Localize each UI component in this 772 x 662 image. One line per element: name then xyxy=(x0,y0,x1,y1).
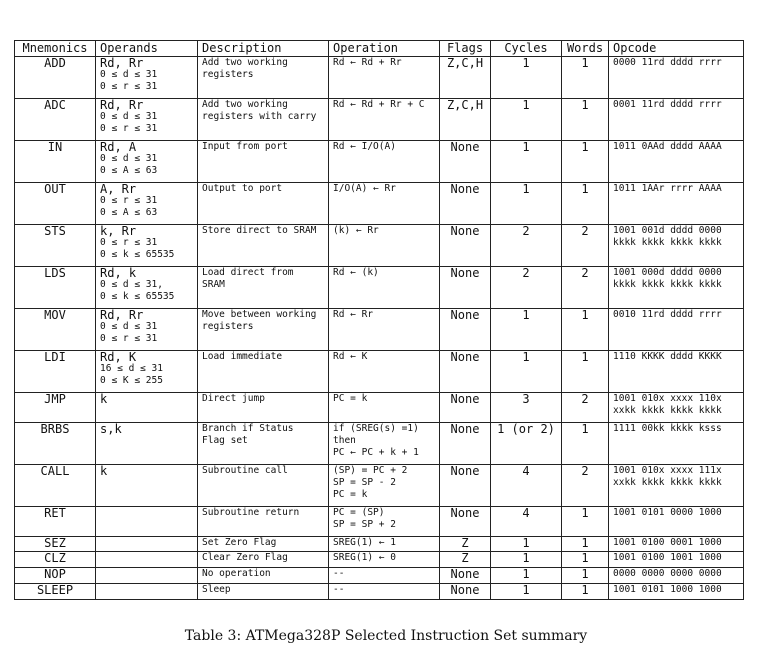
description-line: Sleep xyxy=(202,584,231,595)
operation-line: Rd ← K xyxy=(333,351,368,362)
flags-cell: Z,C,H xyxy=(440,99,491,141)
table-row xyxy=(15,309,744,351)
operands-line: 0 ≤ d ≤ 31 xyxy=(100,111,158,122)
operands-line: 0 ≤ d ≤ 31 xyxy=(100,321,158,332)
opcode-cell xyxy=(609,568,744,584)
cycles-cell: 1 xyxy=(491,568,562,584)
description-cell xyxy=(198,465,329,507)
cycles-cell: 1 xyxy=(491,99,562,141)
header-operation: Operation xyxy=(329,41,440,57)
description-line: Set Zero Flag xyxy=(202,537,277,548)
operands-cell xyxy=(96,537,198,552)
operands-line: 0 ≤ r ≤ 31 xyxy=(100,195,158,206)
operation-cell xyxy=(329,99,440,141)
header-flags: Flags xyxy=(440,41,491,57)
mnemonic-cell: ADC xyxy=(15,99,96,141)
words-cell: 1 xyxy=(562,537,609,552)
operation-line: Rd ← I/O(A) xyxy=(333,141,396,152)
table-row xyxy=(15,568,744,584)
table-header-row xyxy=(15,41,744,57)
description-line: registers with carry xyxy=(202,111,317,122)
description-cell xyxy=(198,309,329,351)
opcode-cell xyxy=(609,537,744,552)
table-row xyxy=(15,183,744,225)
mnemonic-cell: RET xyxy=(15,507,96,537)
flags-cell: None xyxy=(440,183,491,225)
description-line: Output to port xyxy=(202,183,283,194)
operands-line: k xyxy=(100,392,108,406)
description-line: Direct jump xyxy=(202,393,265,404)
words-cell: 1 xyxy=(562,584,609,600)
mnemonic-cell: NOP xyxy=(15,568,96,584)
mnemonic-cell: LDI xyxy=(15,351,96,393)
words-cell: 2 xyxy=(562,225,609,267)
mnemonic-cell: STS xyxy=(15,225,96,267)
operation-line: Rd ← Rd + Rr xyxy=(333,57,402,68)
flags-cell: None xyxy=(440,225,491,267)
opcode-cell xyxy=(609,267,744,309)
table-body xyxy=(15,57,744,600)
operation-line: (SP) = PC + 2 xyxy=(333,465,408,476)
words-cell: 1 xyxy=(562,351,609,393)
cycles-cell: 1 xyxy=(491,309,562,351)
description-line: SRAM xyxy=(202,279,225,290)
operation-cell xyxy=(329,57,440,99)
operation-line: if (SREG(s) =1) xyxy=(333,423,419,434)
operands-line: Rd, Rr xyxy=(100,98,144,112)
operands-line: 0 ≤ r ≤ 31 xyxy=(100,123,158,134)
opcode-line: 1011 1AAr rrrr AAAA xyxy=(613,183,722,194)
flags-cell: None xyxy=(440,267,491,309)
cycles-cell: 1 xyxy=(491,552,562,568)
cycles-cell: 1 xyxy=(491,183,562,225)
operation-cell xyxy=(329,552,440,568)
operation-line: Rd ← Rr xyxy=(333,309,374,320)
words-cell: 1 xyxy=(562,423,609,465)
opcode-line: kkkk kkkk kkkk kkkk xyxy=(613,279,722,290)
opcode-line: 1001 010x xxxx 110x xyxy=(613,393,722,404)
table-row xyxy=(15,141,744,183)
opcode-cell xyxy=(609,309,744,351)
opcode-cell xyxy=(609,393,744,423)
description-line: Load immediate xyxy=(202,351,283,362)
operation-cell xyxy=(329,423,440,465)
table-row xyxy=(15,552,744,568)
description-line: Input from port xyxy=(202,141,288,152)
description-cell xyxy=(198,507,329,537)
cycles-cell: 1 xyxy=(491,351,562,393)
opcode-cell xyxy=(609,584,744,600)
description-line: Load direct from xyxy=(202,267,294,278)
description-line: Store direct to SRAM xyxy=(202,225,317,236)
flags-cell: None xyxy=(440,584,491,600)
operands-cell xyxy=(96,393,198,423)
operation-line: I/O(A) ← Rr xyxy=(333,183,396,194)
operands-line: A, Rr xyxy=(100,182,137,196)
table-row xyxy=(15,584,744,600)
description-cell xyxy=(198,141,329,183)
operands-line: 0 ≤ r ≤ 31 xyxy=(100,81,158,92)
opcode-line: 1001 0101 0000 1000 xyxy=(613,507,722,518)
mnemonic-cell: IN xyxy=(15,141,96,183)
mnemonic-cell: JMP xyxy=(15,393,96,423)
opcode-line: 1001 0100 1001 1000 xyxy=(613,552,722,563)
operands-cell xyxy=(96,507,198,537)
operation-line: SREG(1) ← 0 xyxy=(333,552,396,563)
table-row xyxy=(15,423,744,465)
operands-cell xyxy=(96,552,198,568)
words-cell: 1 xyxy=(562,183,609,225)
opcode-line: 1011 0AAd dddd AAAA xyxy=(613,141,722,152)
operation-line: then xyxy=(333,435,356,446)
opcode-cell xyxy=(609,552,744,568)
table-row xyxy=(15,393,744,423)
words-cell: 2 xyxy=(562,267,609,309)
cycles-cell: 2 xyxy=(491,225,562,267)
operation-cell xyxy=(329,141,440,183)
operands-cell xyxy=(96,141,198,183)
mnemonic-cell: MOV xyxy=(15,309,96,351)
operation-cell xyxy=(329,584,440,600)
description-line: registers xyxy=(202,321,254,332)
opcode-line: 1001 0101 1000 1000 xyxy=(613,584,722,595)
description-cell xyxy=(198,351,329,393)
cycles-cell: 2 xyxy=(491,267,562,309)
description-cell xyxy=(198,393,329,423)
operation-line: Rd ← (k) xyxy=(333,267,379,278)
operands-cell xyxy=(96,99,198,141)
mnemonic-cell: BRBS xyxy=(15,423,96,465)
operands-line: 0 ≤ r ≤ 31 xyxy=(100,333,158,344)
opcode-line: 0000 11rd dddd rrrr xyxy=(613,57,722,68)
operands-cell xyxy=(96,351,198,393)
operation-line: SP = SP + 2 xyxy=(333,519,396,530)
cycles-cell: 1 xyxy=(491,57,562,99)
operation-cell xyxy=(329,537,440,552)
words-cell: 2 xyxy=(562,465,609,507)
description-line: registers xyxy=(202,69,254,80)
opcode-cell xyxy=(609,57,744,99)
operation-line: SP = SP - 2 xyxy=(333,477,396,488)
description-line: No operation xyxy=(202,568,271,579)
operands-line: 0 ≤ k ≤ 65535 xyxy=(100,249,175,260)
header-mnemonics: Mnemonics xyxy=(15,41,96,57)
operation-cell xyxy=(329,225,440,267)
words-cell: 1 xyxy=(562,552,609,568)
cycles-cell: 4 xyxy=(491,465,562,507)
operands-line: k, Rr xyxy=(100,224,137,238)
header-words: Words xyxy=(562,41,609,57)
mnemonic-cell: CALL xyxy=(15,465,96,507)
flags-cell: Z,C,H xyxy=(440,57,491,99)
flags-cell: None xyxy=(440,351,491,393)
operands-cell xyxy=(96,423,198,465)
operation-cell xyxy=(329,568,440,584)
mnemonic-cell: OUT xyxy=(15,183,96,225)
words-cell: 1 xyxy=(562,141,609,183)
operands-line: s,k xyxy=(100,422,122,436)
description-cell xyxy=(198,267,329,309)
table-row xyxy=(15,507,744,537)
operands-line: 0 ≤ d ≤ 31 xyxy=(100,153,158,164)
opcode-line: xxkk kkkk kkkk kkkk xyxy=(613,405,722,416)
operation-line: -- xyxy=(333,584,345,595)
words-cell: 1 xyxy=(562,57,609,99)
opcode-line: 1001 000d dddd 0000 xyxy=(613,267,722,278)
cycles-cell: 1 xyxy=(491,141,562,183)
flags-cell: None xyxy=(440,141,491,183)
description-cell xyxy=(198,568,329,584)
operation-line: SREG(1) ← 1 xyxy=(333,537,396,548)
operands-line: Rd, K xyxy=(100,350,137,364)
operands-line: Rd, Rr xyxy=(100,56,144,70)
opcode-cell xyxy=(609,99,744,141)
operands-line: Rd, k xyxy=(100,266,137,280)
operation-line: PC = (SP) xyxy=(333,507,385,518)
opcode-line: 1001 001d dddd 0000 xyxy=(613,225,722,236)
description-cell xyxy=(198,584,329,600)
description-line: Add two working xyxy=(202,57,288,68)
operands-line: 0 ≤ d ≤ 31, xyxy=(100,279,163,290)
operation-cell xyxy=(329,267,440,309)
mnemonic-cell: SLEEP xyxy=(15,584,96,600)
table-row xyxy=(15,99,744,141)
mnemonic-cell: ADD xyxy=(15,57,96,99)
opcode-line: 0000 0000 0000 0000 xyxy=(613,568,722,579)
header-opcode: Opcode xyxy=(609,41,744,57)
words-cell: 2 xyxy=(562,393,609,423)
flags-cell: None xyxy=(440,568,491,584)
opcode-line: 1001 0100 0001 1000 xyxy=(613,537,722,548)
table-caption: Table 3: ATMega328P Selected Instruction Set summary xyxy=(184,628,588,644)
cycles-cell: 1 xyxy=(491,537,562,552)
header-cycles: Cycles xyxy=(491,41,562,57)
description-line: Clear Zero Flag xyxy=(202,552,288,563)
operation-cell xyxy=(329,351,440,393)
operands-cell xyxy=(96,584,198,600)
cycles-cell: 4 xyxy=(491,507,562,537)
opcode-line: xxkk kkkk kkkk kkkk xyxy=(613,477,722,488)
opcode-cell xyxy=(609,183,744,225)
operation-line: (k) ← Rr xyxy=(333,225,379,236)
flags-cell: None xyxy=(440,309,491,351)
operands-line: k xyxy=(100,464,108,478)
mnemonic-cell: LDS xyxy=(15,267,96,309)
flags-cell: None xyxy=(440,423,491,465)
operands-line: 0 ≤ d ≤ 31 xyxy=(100,69,158,80)
opcode-line: 1111 00kk kkkk ksss xyxy=(613,423,722,434)
opcode-line: kkkk kkkk kkkk kkkk xyxy=(613,237,722,248)
operands-cell xyxy=(96,309,198,351)
description-line: Add two working xyxy=(202,99,288,110)
description-cell xyxy=(198,183,329,225)
description-cell xyxy=(198,423,329,465)
opcode-line: 0001 11rd dddd rrrr xyxy=(613,99,722,110)
cycles-cell: 1 (or 2) xyxy=(491,423,562,465)
words-cell: 1 xyxy=(562,568,609,584)
operation-cell xyxy=(329,309,440,351)
opcode-line: 0010 11rd dddd rrrr xyxy=(613,309,722,320)
opcode-cell xyxy=(609,141,744,183)
opcode-cell xyxy=(609,351,744,393)
description-cell xyxy=(198,552,329,568)
operands-cell xyxy=(96,568,198,584)
opcode-cell xyxy=(609,465,744,507)
words-cell: 1 xyxy=(562,507,609,537)
table-row xyxy=(15,57,744,99)
mnemonic-cell: SEZ xyxy=(15,537,96,552)
opcode-line: 1001 010x xxxx 111x xyxy=(613,465,722,476)
operands-cell xyxy=(96,465,198,507)
operation-cell xyxy=(329,183,440,225)
operands-line: 16 ≤ d ≤ 31 xyxy=(100,363,163,374)
description-line: Subroutine return xyxy=(202,507,300,518)
description-line: Branch if Status xyxy=(202,423,294,434)
description-line: Move between working xyxy=(202,309,317,320)
operands-cell xyxy=(96,225,198,267)
description-cell xyxy=(198,225,329,267)
operation-cell xyxy=(329,507,440,537)
operands-line: 0 ≤ k ≤ 65535 xyxy=(100,291,175,302)
operands-line: 0 ≤ A ≤ 63 xyxy=(100,207,158,218)
instruction-set-table xyxy=(14,40,744,600)
operation-line: Rd ← Rd + Rr + C xyxy=(333,99,425,110)
table-row xyxy=(15,537,744,552)
operation-line: PC = k xyxy=(333,489,368,500)
flags-cell: None xyxy=(440,465,491,507)
operands-line: 0 ≤ K ≤ 255 xyxy=(100,375,163,386)
flags-cell: Z xyxy=(440,537,491,552)
flags-cell: None xyxy=(440,507,491,537)
header-description: Description xyxy=(198,41,329,57)
cycles-cell: 3 xyxy=(491,393,562,423)
opcode-line: 1110 KKKK dddd KKKK xyxy=(613,351,722,362)
operands-line: Rd, Rr xyxy=(100,308,144,322)
table-row xyxy=(15,225,744,267)
flags-cell: None xyxy=(440,393,491,423)
operation-cell xyxy=(329,393,440,423)
operands-cell xyxy=(96,267,198,309)
operation-line: PC = k xyxy=(333,393,368,404)
header-operands: Operands xyxy=(96,41,198,57)
table-row xyxy=(15,351,744,393)
operands-line: 0 ≤ r ≤ 31 xyxy=(100,237,158,248)
table-row xyxy=(15,267,744,309)
opcode-cell xyxy=(609,423,744,465)
description-line: Flag set xyxy=(202,435,248,446)
description-cell xyxy=(198,537,329,552)
opcode-cell xyxy=(609,225,744,267)
operands-line: 0 ≤ A ≤ 63 xyxy=(100,165,158,176)
description-cell xyxy=(198,99,329,141)
operation-line: -- xyxy=(333,568,345,579)
mnemonic-cell: CLZ xyxy=(15,552,96,568)
operands-cell xyxy=(96,57,198,99)
table-row xyxy=(15,465,744,507)
words-cell: 1 xyxy=(562,99,609,141)
opcode-cell xyxy=(609,507,744,537)
words-cell: 1 xyxy=(562,309,609,351)
description-cell xyxy=(198,57,329,99)
operation-cell xyxy=(329,465,440,507)
operands-line: Rd, A xyxy=(100,140,137,154)
operands-cell xyxy=(96,183,198,225)
cycles-cell: 1 xyxy=(491,584,562,600)
flags-cell: Z xyxy=(440,552,491,568)
operation-line: PC ← PC + k + 1 xyxy=(333,447,419,458)
description-line: Subroutine call xyxy=(202,465,288,476)
